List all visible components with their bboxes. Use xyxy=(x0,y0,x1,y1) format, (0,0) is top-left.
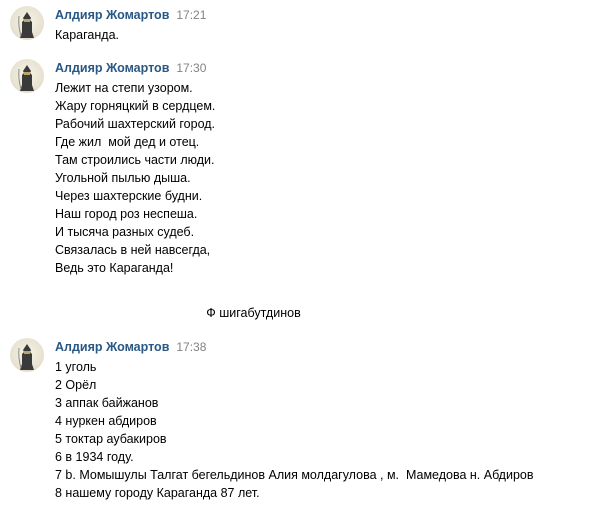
avatar-image-icon xyxy=(10,338,44,372)
author-name[interactable]: Алдияр Жомартов xyxy=(55,340,170,354)
message-line: 6 в 1934 году. xyxy=(55,450,134,464)
message-text xyxy=(55,26,585,44)
message-line: Где жил мой дед и отец. xyxy=(55,135,200,149)
message-text xyxy=(55,79,585,277)
message-line: 2 Орёл xyxy=(55,378,97,392)
avatar[interactable] xyxy=(10,6,44,40)
message-line: Рабочий шахтерский город. xyxy=(55,117,216,131)
message-line: 7 b. Момышулы Талгат бегельдинов Алия молдагулова , м. Мамедова н. Абдиров xyxy=(55,468,534,482)
message-line: Там строились части люди. xyxy=(55,153,215,167)
service-message: Ф шигабутдинов xyxy=(206,306,301,320)
message-time[interactable]: 17:21 xyxy=(176,8,207,22)
message-header xyxy=(55,6,206,24)
message-line: Связалась в ней навсегда, xyxy=(55,243,211,257)
message-header xyxy=(55,338,206,356)
message-line: И тысяча разных судеб. xyxy=(55,225,195,239)
message-line: 3 аппак байжанов xyxy=(55,396,159,410)
message-line: 8 нашему городу Караганда 87 лет. xyxy=(55,486,260,500)
message-line: Караганда. xyxy=(55,28,119,42)
message-line: 5 токтар аубакиров xyxy=(55,432,167,446)
avatar-image-icon xyxy=(10,59,44,93)
message-line: Наш город роз неспеша. xyxy=(55,207,198,221)
message xyxy=(10,338,590,504)
message xyxy=(10,59,590,279)
message-line: Лежит на степи узором. xyxy=(55,81,193,95)
author-name[interactable]: Алдияр Жомартов xyxy=(55,61,170,75)
avatar[interactable] xyxy=(10,338,44,372)
message-text xyxy=(55,358,585,502)
message-time[interactable]: 17:38 xyxy=(176,340,207,354)
message-time[interactable]: 17:30 xyxy=(176,61,207,75)
avatar-image-icon xyxy=(10,6,44,40)
message-line: Через шахтерские будни. xyxy=(55,189,203,203)
message-line: Ведь это Караганда! xyxy=(55,261,174,275)
message-line: Жару горняцкий в сердцем. xyxy=(55,99,216,113)
message-header xyxy=(55,59,206,77)
message-line: 4 нуркен абдиров xyxy=(55,414,157,428)
message xyxy=(10,6,590,40)
message-line: Угольной пылью дыша. xyxy=(55,171,191,185)
avatar[interactable] xyxy=(10,59,44,93)
message-line: 1 уголь xyxy=(55,360,97,374)
author-name[interactable]: Алдияр Жомартов xyxy=(55,8,170,22)
